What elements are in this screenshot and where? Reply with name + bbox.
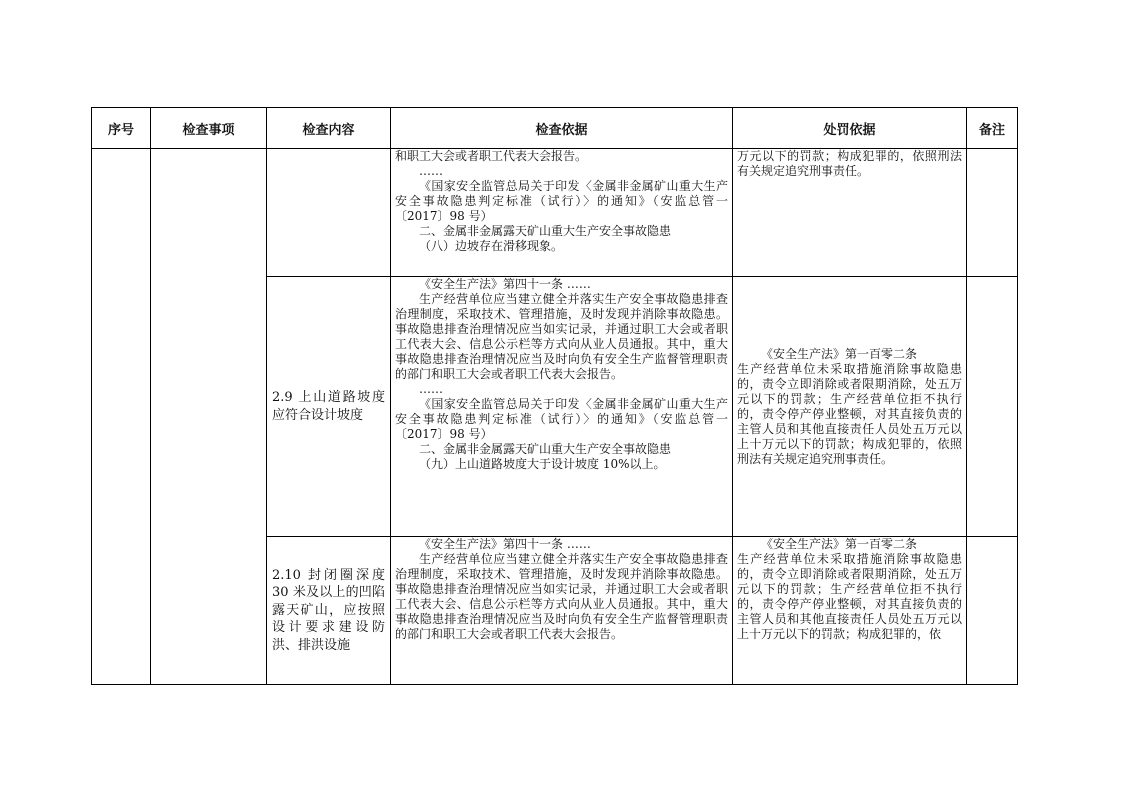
remark-cell — [967, 277, 1018, 537]
basis-ellipsis: …… — [419, 382, 443, 396]
inspection-basis-cell — [391, 149, 733, 277]
basis-paragraph: 生产经营单位应当建立健全并落实生产安全事故隐患排查治理制度，采取技术、管理措施，及时发现并消除事故隐患。事故隐患排查治理情况应当如实记录，并通过职工大会或者职工代表大会、信息公示栏等方式向从业人员通报。其中，重大事故隐患排查治理情况应当及时向负有安全生产监督管理职责的部门和职工大会或者职工代表大会报告。 — [395, 552, 728, 641]
inspection-basis-cell — [391, 277, 733, 537]
basis-paragraph: 生产经营单位应当建立健全并落实生产安全事故隐患排查治理制度，采取技术、管理措施，及时发现并消除事故隐患。事故隐患排查治理情况应当如实记录，并通过职工大会或者职工代表大会、信息公示栏等方式向从业人员通报。其中，重大事故隐患排查治理情况应当及时向负有安全生产监督管理职责的部门和职工大会或者职工代表大会报告。 — [395, 292, 728, 381]
basis-paragraph: 《安全生产法》第四十一条 …… — [419, 277, 591, 291]
inspection-content-cell: 2.9 上山道路坡度应符合设计坡度 — [267, 277, 391, 537]
remark-cell — [967, 537, 1018, 685]
basis-ellipsis: …… — [419, 164, 443, 178]
header-inspection-content: 检查内容 — [267, 108, 391, 149]
table-header-row — [92, 108, 1018, 149]
remark-cell — [967, 149, 1018, 277]
inspection-basis-cell — [391, 537, 733, 685]
table-row — [92, 149, 1018, 277]
inspection-item-cell — [151, 149, 267, 685]
penalty-basis-cell — [733, 537, 967, 685]
penalty-paragraph: 《安全生产法》第一百零二条 — [761, 537, 918, 551]
penalty-basis-cell — [733, 277, 967, 537]
basis-paragraph: （九）上山道路坡度大于设计坡度 10%以上。 — [419, 457, 666, 471]
basis-paragraph: （八）边坡存在滑移现象。 — [419, 239, 564, 253]
header-inspection-item: 检查事项 — [151, 108, 267, 149]
inspection-table — [91, 107, 1018, 685]
basis-paragraph: 《国家安全监管总局关于印发〈金属非金属矿山重大生产安全事故隐患判定标准（试行）〉的通知》（安监总管一〔2017〕98 号） — [395, 397, 728, 441]
inspection-content-cell — [267, 149, 391, 277]
header-serial-number: 序号 — [92, 108, 151, 149]
penalty-paragraph: 生产经营单位未采取措施消除事故隐患的，责令立即消除或者限期消除，处五万元以下的罚款；生产经营单位拒不执行的，责令停产停业整顿，对其直接负责的主管人员和其他直接责任人员处五万元以上十万元以下的罚款；构成犯罪的，依 — [737, 552, 962, 641]
header-penalty-basis: 处罚依据 — [733, 108, 967, 149]
basis-paragraph: 二、金属非金属露天矿山重大生产安全事故隐患 — [419, 224, 672, 238]
header-remark: 备注 — [967, 108, 1018, 149]
inspection-content-cell: 2.10 封闭圈深度 30 米及以上的凹陷露天矿山，应按照设计要求建设防洪、排洪设施 — [267, 537, 391, 685]
basis-paragraph: 和职工大会或者职工代表大会报告。 — [395, 149, 588, 163]
penalty-paragraph: 万元以下的罚款；构成犯罪的，依照刑法有关规定追究刑事责任。 — [737, 149, 962, 178]
basis-paragraph: 《国家安全监管总局关于印发〈金属非金属矿山重大生产安全事故隐患判定标准（试行）〉的通知》（安监总管一〔2017〕98 号） — [395, 179, 728, 223]
penalty-basis-cell — [733, 149, 967, 277]
basis-paragraph: 二、金属非金属露天矿山重大生产安全事故隐患 — [419, 442, 672, 456]
basis-paragraph: 《安全生产法》第四十一条 …… — [419, 537, 591, 551]
header-inspection-basis: 检查依据 — [391, 108, 733, 149]
penalty-paragraph: 生产经营单位未采取措施消除事故隐患的，责令立即消除或者限期消除，处五万元以下的罚款；生产经营单位拒不执行的，责令停产停业整顿，对其直接负责的主管人员和其他直接责任人员处五万元以上十万元以下的罚款；构成犯罪的，依照刑法有关规定追究刑事责任。 — [737, 361, 962, 466]
penalty-paragraph: 《安全生产法》第一百零二条 — [761, 346, 918, 361]
serial-number-cell — [92, 149, 151, 685]
